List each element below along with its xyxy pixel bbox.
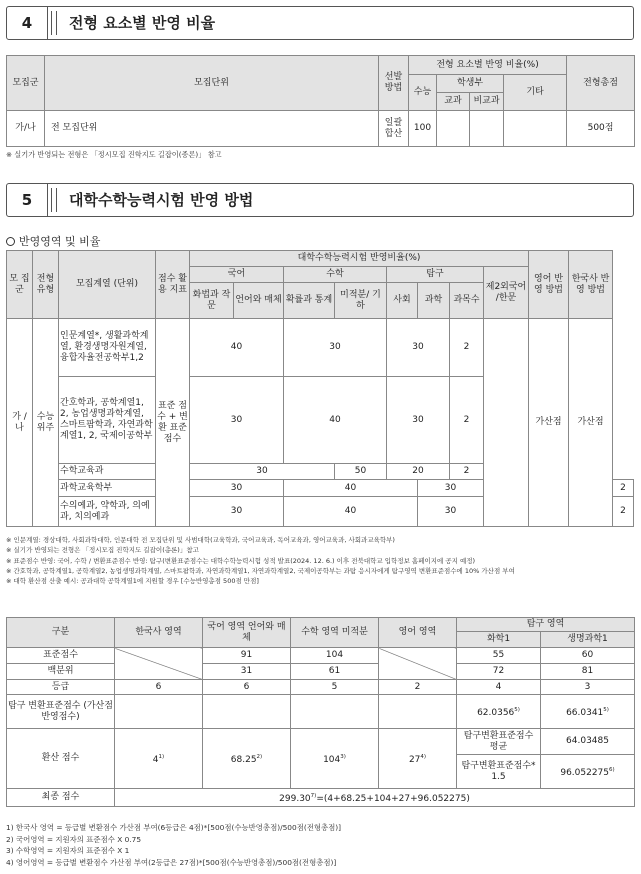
cell-field: 수의예과, 약학과, 의예과, 치의예과 bbox=[59, 497, 156, 527]
header-math-b: 미적분/ 기하 bbox=[335, 283, 387, 319]
header-subject: 교과 bbox=[437, 93, 470, 111]
cell-inquiry: 30 bbox=[418, 480, 484, 497]
cell-grade-korean: 6 bbox=[203, 680, 291, 695]
row-label-standard: 표준점수 bbox=[7, 648, 115, 664]
cell-count: 2 bbox=[613, 497, 634, 527]
cell-grade-english: 2 bbox=[379, 680, 457, 695]
note-line: ※ 표준점수 반영: 국어, 수학 / 변환표준점수 반영: 탐구(변환표준점수는 대학수학능력시험 성적 발표(2024. 12. 6.) 이후 전북대학교 입학정보 홈페이지에 공지 예정) bbox=[6, 556, 476, 565]
cell-inquiry: 30 bbox=[418, 497, 484, 527]
header-total: 전형총점 bbox=[567, 56, 635, 111]
note-line: ※ 인문계열: 경상대학, 사회과학대학, 인문대학 전 모집단위 및 사범대학(교육학과, 국어교육과, 독어교육과, 영어교육과, 사회과교육학부) bbox=[6, 536, 395, 544]
header-score: 점수 활용 지표 bbox=[156, 251, 190, 319]
header-inquiry: 탐구 영역 bbox=[457, 618, 635, 632]
cell-final-value: $299.30^{7)}=(4+68.25+104+27+96.052275)$ bbox=[115, 789, 635, 807]
cell-calc-korean: 68.25$^{2)}$ bbox=[203, 729, 291, 789]
section-title: 대학수학능력시험 반영 방법 bbox=[69, 191, 254, 209]
cell-korean: 30 bbox=[190, 377, 284, 464]
section-5-header bbox=[6, 183, 634, 217]
cell-count: 2 bbox=[450, 377, 484, 464]
row-label-grade: 등급 bbox=[7, 680, 115, 695]
header-kor-a: 화법과 작문 bbox=[190, 283, 234, 319]
row-unit: 전 모집단위 bbox=[45, 111, 379, 147]
cell-field: 과학교육학부 bbox=[59, 480, 156, 497]
section-5-notes bbox=[6, 535, 515, 586]
header-life-science: 생명과학1 bbox=[541, 632, 635, 648]
row-nonsubject bbox=[470, 111, 504, 147]
header-group: 모집군 bbox=[7, 56, 45, 111]
cell-field: 수학교육과 bbox=[59, 464, 156, 480]
header-kor-b: 언어와 매체 bbox=[234, 283, 284, 319]
score-example-table bbox=[6, 617, 635, 807]
cell-bonus-label: 탐구변환표준점수* 1.5 bbox=[457, 755, 541, 789]
cell-calc-english: 27$^{4)}$ bbox=[379, 729, 457, 789]
header-method: 선발 방법 bbox=[379, 56, 409, 111]
cell-pct-math: 61 bbox=[291, 664, 379, 680]
header-science: 과학 bbox=[418, 283, 450, 319]
row-total: 500점 bbox=[567, 111, 635, 147]
cell-count: 2 bbox=[613, 480, 634, 497]
note-line: ※ 간호학과, 공학계열1, 공학계열2, 농업생명과학계열, 스마트팜학과, 자연과학계열1, 자연과학계열2, 국제이공학부는 과탐 응시자에게 탐구영역 변환표준점수에 10% 가산점 부여 bbox=[6, 566, 515, 575]
cell-empty bbox=[115, 648, 203, 680]
header-history: 한국사 반영 방법 bbox=[569, 251, 613, 319]
cell-math: 40 bbox=[284, 480, 418, 497]
footnote-line: 2) 국어영역 = 지원자의 표준점수 X 0.75 bbox=[6, 834, 142, 844]
cell-field: 인문계열*, 생활과학계열, 환경생명자원계열, 융합자율전공학부1,2 bbox=[59, 319, 156, 377]
row-label-converted: 탐구 변환표준점수 (가산점반영점수) bbox=[7, 695, 115, 729]
subheading: 반영영역 및 비율 bbox=[6, 233, 100, 249]
row-label-calc: 환산 점수 bbox=[7, 729, 115, 789]
cell-second-language bbox=[484, 319, 529, 527]
row-group: 가/나 bbox=[7, 111, 45, 147]
cell-inquiry: 30 bbox=[387, 377, 450, 464]
cell-grade-math: 5 bbox=[291, 680, 379, 695]
header-second-language: 제2외국어 /한문 bbox=[484, 267, 529, 319]
note-line: ※ 대학 환산점 산출 예시: 공과대학 공학계열1에 지원할 경우 [수능반영총점 500점 만점] bbox=[6, 577, 259, 586]
cell-field: 간호학과, 공학계열1, 2, 농업생명과학계열, 스마트팜학과, 자연과학계열1, 2, 국제이공학부 bbox=[59, 377, 156, 464]
header-chemistry: 화학1 bbox=[457, 632, 541, 648]
header-korean: 국어 bbox=[190, 267, 284, 283]
selection-ratio-table bbox=[6, 55, 635, 147]
header-type: 전형 유형 bbox=[33, 251, 59, 319]
header-unit: 모집단위 bbox=[45, 56, 379, 111]
cell-avg-value: 64.03485 bbox=[541, 729, 635, 755]
footnote-line: 4) 영어영역 = 등급별 변환점수 가산점 부여(2등급은 27점)*[500점(수능반영총점)/500점(전형총점)] bbox=[6, 857, 337, 867]
cell-conv-chem: 62.0356$^{5)}$ bbox=[457, 695, 541, 729]
section-number: 5 bbox=[7, 184, 48, 216]
row-suneung: 100 bbox=[409, 111, 437, 147]
header-korean: 국어 영역 언어와 매체 bbox=[203, 618, 291, 648]
header-social: 사회 bbox=[387, 283, 418, 319]
cell-grade-history: 6 bbox=[115, 680, 203, 695]
cell-pct-korean: 31 bbox=[203, 664, 291, 680]
row-method: 일괄 합산 bbox=[379, 111, 409, 147]
note-line: ※ 실기가 반영되는 전형은 「정시모집 진학지도 길잡이(총론)」참고 bbox=[6, 546, 199, 555]
cell-korean: 30 bbox=[190, 464, 335, 480]
header-etc: 기타 bbox=[504, 75, 567, 111]
footnote-line: 1) 한국사 영역 = 등급별 변환점수 가산점 부여(6등급은 4점)*[500점(수능반영총점)/500점(전형총점)] bbox=[6, 823, 342, 832]
cell-bonus-value: 96.052275$^{6)}$ bbox=[541, 755, 635, 789]
cell-korean: 30 bbox=[190, 497, 284, 527]
circle-bullet-icon bbox=[6, 237, 15, 246]
header-division: 구분 bbox=[7, 618, 115, 648]
cell-conv-life: 66.0341$^{5)}$ bbox=[541, 695, 635, 729]
cell-type: 수능 위주 bbox=[33, 319, 59, 527]
cell-inquiry: 30 bbox=[387, 319, 450, 377]
header-history: 한국사 영역 bbox=[115, 618, 203, 648]
header-ratio: 대학수학능력시험 반영비율(%) bbox=[190, 251, 529, 267]
header-count: 과목수 bbox=[450, 283, 484, 319]
header-english: 영어 반영 방법 bbox=[529, 251, 569, 319]
cell-empty bbox=[379, 648, 457, 680]
row-label-final: 최종 점수 bbox=[7, 789, 115, 807]
header-group: 모 집 군 bbox=[7, 251, 33, 319]
section-title: 전형 요소별 반영 비율 bbox=[69, 14, 216, 32]
footnotes bbox=[6, 822, 341, 868]
header-math: 수학 bbox=[284, 267, 387, 283]
cell-count: 2 bbox=[450, 464, 484, 480]
header-ratio: 전형 요소별 반영 비율(%) bbox=[409, 56, 567, 75]
header-math-a: 확률과 통계 bbox=[284, 283, 335, 319]
header-record: 학생부 bbox=[437, 75, 504, 93]
cell-calc-history: 4$^{1)}$ bbox=[115, 729, 203, 789]
cell-std-korean: 91 bbox=[203, 648, 291, 664]
cell-score: 표준 점수 + 변환 표준 점수 bbox=[156, 319, 190, 527]
cell-grade-life: 3 bbox=[541, 680, 635, 695]
cell-history: 가산점 bbox=[569, 319, 613, 527]
cell-pct-life: 81 bbox=[541, 664, 635, 680]
cell-std-chem: 55 bbox=[457, 648, 541, 664]
cell-count: 2 bbox=[450, 319, 484, 377]
header-field: 모집계열 (단위) bbox=[59, 251, 156, 319]
row-label-percentile: 백분위 bbox=[7, 664, 115, 680]
cell-group: 가 / 나 bbox=[7, 319, 33, 527]
cell-grade-chem: 4 bbox=[457, 680, 541, 695]
cell-math: 40 bbox=[284, 497, 418, 527]
header-math: 수학 영역 미적분 bbox=[291, 618, 379, 648]
header-inquiry: 탐구 bbox=[387, 267, 484, 283]
cell-avg-label: 탐구변환표준점수 평균 bbox=[457, 729, 541, 755]
footnote-line: 3) 수학영역 = 지원자의 표준점수 X 1 bbox=[6, 846, 130, 855]
cell-inquiry: 20 bbox=[387, 464, 450, 480]
cell-calc-math: 104$^{3)}$ bbox=[291, 729, 379, 789]
section-4-header bbox=[6, 6, 634, 40]
header-suneung: 수능 bbox=[409, 75, 437, 111]
cell-korean: 40 bbox=[190, 319, 284, 377]
cell-pct-chem: 72 bbox=[457, 664, 541, 680]
header-nonsubject: 비교과 bbox=[470, 93, 504, 111]
suneung-ratio-table bbox=[6, 250, 634, 527]
cell-math: 50 bbox=[335, 464, 387, 480]
header-english: 영어 영역 bbox=[379, 618, 457, 648]
cell-std-math: 104 bbox=[291, 648, 379, 664]
cell-std-life: 60 bbox=[541, 648, 635, 664]
row-subject bbox=[437, 111, 470, 147]
cell-english: 가산점 bbox=[529, 319, 569, 527]
cell-math: 40 bbox=[284, 377, 387, 464]
section-number: 4 bbox=[7, 7, 48, 39]
cell-korean: 30 bbox=[190, 480, 284, 497]
row-etc bbox=[504, 111, 567, 147]
section-4-note: ※ 실기가 반영되는 전형은 「정시모집 진학지도 길잡이(종론)」 참고 bbox=[6, 150, 222, 159]
cell-math: 30 bbox=[284, 319, 387, 377]
